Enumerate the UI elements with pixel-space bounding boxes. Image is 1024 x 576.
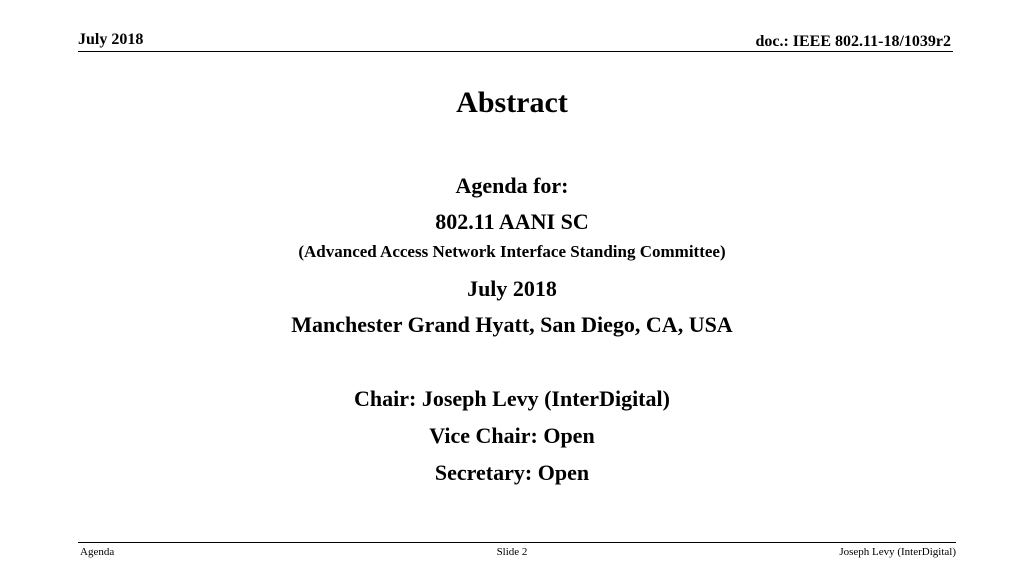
slide-number: Slide 2	[496, 546, 528, 558]
header-divider	[78, 51, 953, 52]
vice-chair: Vice Chair: Open	[429, 423, 595, 448]
venue: Manchester Grand Hyatt, San Diego, CA, USA	[291, 312, 733, 337]
slide-title: Abstract	[456, 86, 568, 119]
chair: Chair: Joseph Levy (InterDigital)	[354, 386, 670, 411]
footer-left: Agenda	[80, 546, 115, 558]
footer-divider	[78, 542, 956, 543]
secretary: Secretary: Open	[434, 460, 590, 485]
session-date: July 2018	[467, 276, 557, 301]
header-doc-id: doc.: IEEE 802.11-18/1039r2	[755, 33, 951, 50]
group-name: 802.11 AANI SC	[435, 209, 589, 234]
group-full-name: (Advanced Access Network Interface Standing Committee)	[298, 242, 726, 261]
agenda-for-label: Agenda for:	[455, 173, 569, 198]
header-date: July 2018	[78, 31, 144, 48]
footer-author: Joseph Levy (InterDigital)	[839, 546, 956, 558]
